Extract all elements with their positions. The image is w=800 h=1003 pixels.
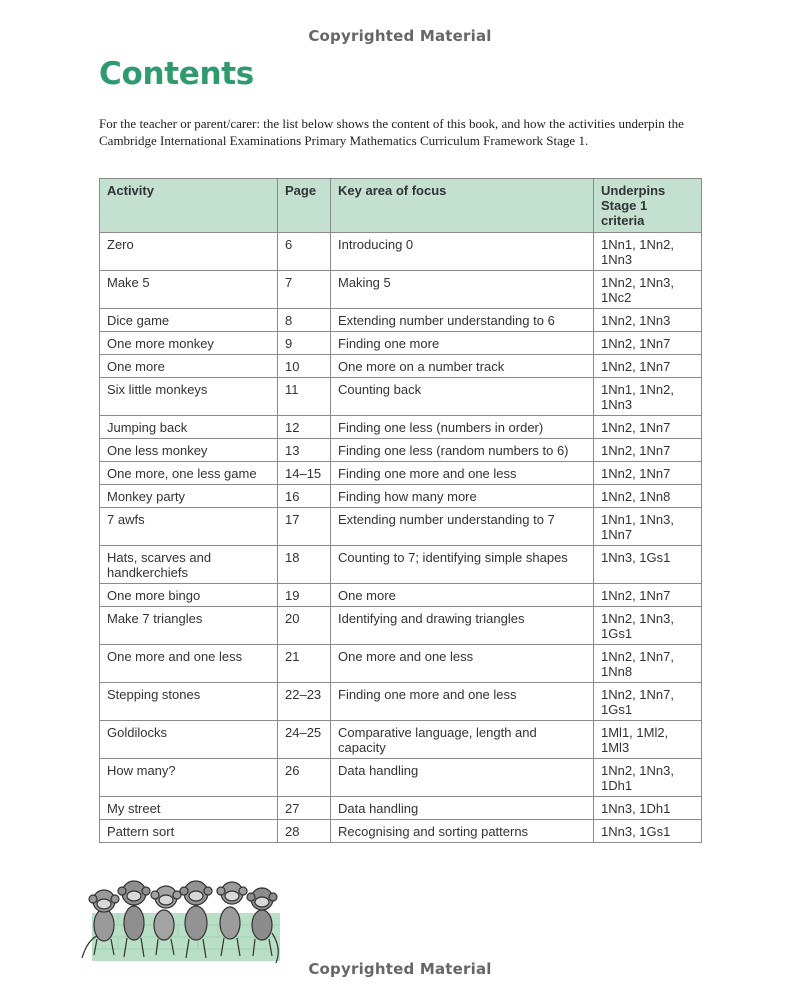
page-cell: 10 [278, 355, 331, 378]
page-cell: 17 [278, 508, 331, 546]
focus-cell: Finding one more [331, 332, 594, 355]
page-cell: 16 [278, 485, 331, 508]
copyright-watermark-bottom: Copyrighted Material [308, 960, 492, 978]
criteria-cell: 1Nn3, 1Dh1 [594, 797, 702, 820]
activity-cell: Dice game [100, 309, 278, 332]
header-key-area: Key area of focus [331, 179, 594, 233]
focus-cell: Making 5 [331, 271, 594, 309]
focus-cell: Finding one more and one less [331, 683, 594, 721]
page-cell: 7 [278, 271, 331, 309]
page-cell: 18 [278, 546, 331, 584]
monkeys-on-wall-illustration [78, 863, 283, 968]
focus-cell: Finding one more and one less [331, 462, 594, 485]
page-cell: 14–15 [278, 462, 331, 485]
page-cell: 11 [278, 378, 331, 416]
table-row [100, 355, 702, 378]
focus-cell: Data handling [331, 759, 594, 797]
page-title: Contents [99, 56, 254, 92]
focus-cell: One more and one less [331, 645, 594, 683]
page-cell: 28 [278, 820, 331, 843]
activity-cell: Hats, scarves and handkerchiefs [100, 546, 278, 584]
activity-cell: 7 awfs [100, 508, 278, 546]
criteria-cell: 1Nn1, 1Nn2, 1Nn3 [594, 378, 702, 416]
table-row [100, 645, 702, 683]
focus-cell: Recognising and sorting patterns [331, 820, 594, 843]
activity-cell: Six little monkeys [100, 378, 278, 416]
activity-cell: Jumping back [100, 416, 278, 439]
page-cell: 6 [278, 233, 331, 271]
table-row [100, 797, 702, 820]
table-row [100, 820, 702, 843]
focus-cell: Finding one less (numbers in order) [331, 416, 594, 439]
table-row [100, 439, 702, 462]
criteria-cell: 1Nn3, 1Gs1 [594, 546, 702, 584]
table-row [100, 721, 702, 759]
criteria-cell: 1Nn2, 1Nn7 [594, 439, 702, 462]
activity-cell: Zero [100, 233, 278, 271]
activity-cell: Pattern sort [100, 820, 278, 843]
header-criteria: Underpins Stage 1 criteria [594, 179, 702, 233]
criteria-cell: 1Nn2, 1Nn3, 1Dh1 [594, 759, 702, 797]
focus-cell: Extending number understanding to 7 [331, 508, 594, 546]
table-row [100, 332, 702, 355]
activity-cell: One more bingo [100, 584, 278, 607]
focus-cell: Finding how many more [331, 485, 594, 508]
table-row [100, 607, 702, 645]
page-cell: 13 [278, 439, 331, 462]
page-cell: 26 [278, 759, 331, 797]
focus-cell: Introducing 0 [331, 233, 594, 271]
criteria-cell: 1Nn2, 1Nn3, 1Gs1 [594, 607, 702, 645]
activity-cell: Make 7 triangles [100, 607, 278, 645]
criteria-cell: 1Nn1, 1Nn3, 1Nn7 [594, 508, 702, 546]
table-header-row [100, 179, 702, 233]
criteria-cell: 1Ml1, 1Ml2, 1Ml3 [594, 721, 702, 759]
table-row [100, 416, 702, 439]
activity-cell: Monkey party [100, 485, 278, 508]
table-row [100, 546, 702, 584]
focus-cell: Data handling [331, 797, 594, 820]
table-row [100, 485, 702, 508]
activity-cell: One more, one less game [100, 462, 278, 485]
criteria-cell: 1Nn2, 1Nn7, 1Nn8 [594, 645, 702, 683]
table-row [100, 309, 702, 332]
focus-cell: Comparative language, length and capacity [331, 721, 594, 759]
criteria-cell: 1Nn2, 1Nn3, 1Nc2 [594, 271, 702, 309]
criteria-cell: 1Nn2, 1Nn8 [594, 485, 702, 508]
activity-cell: One more [100, 355, 278, 378]
intro-paragraph: For the teacher or parent/carer: the list below shows the content of this book, and how the activities underpin the Cambridge International Examinations Primary Mathematics Curriculum Framework Stage 1. [99, 116, 684, 148]
page-cell: 8 [278, 309, 331, 332]
criteria-cell: 1Nn2, 1Nn7 [594, 332, 702, 355]
criteria-cell: 1Nn2, 1Nn3 [594, 309, 702, 332]
table-row [100, 233, 702, 271]
page-cell: 24–25 [278, 721, 331, 759]
criteria-cell: 1Nn2, 1Nn7 [594, 584, 702, 607]
focus-cell: Counting to 7; identifying simple shapes [331, 546, 594, 584]
table-row [100, 584, 702, 607]
page-cell: 12 [278, 416, 331, 439]
page-cell: 9 [278, 332, 331, 355]
copyright-watermark-top: Copyrighted Material [308, 27, 492, 45]
activity-cell: How many? [100, 759, 278, 797]
table-row [100, 759, 702, 797]
activity-cell: One less monkey [100, 439, 278, 462]
activity-cell: Goldilocks [100, 721, 278, 759]
criteria-cell: 1Nn2, 1Nn7 [594, 355, 702, 378]
page-cell: 19 [278, 584, 331, 607]
focus-cell: Identifying and drawing triangles [331, 607, 594, 645]
page-cell: 22–23 [278, 683, 331, 721]
criteria-cell: 1Nn3, 1Gs1 [594, 820, 702, 843]
page-cell: 21 [278, 645, 331, 683]
criteria-cell: 1Nn1, 1Nn2, 1Nn3 [594, 233, 702, 271]
activity-cell: One more and one less [100, 645, 278, 683]
header-page: Page [278, 179, 331, 233]
activity-cell: Stepping stones [100, 683, 278, 721]
focus-cell: Counting back [331, 378, 594, 416]
criteria-cell: 1Nn2, 1Nn7 [594, 462, 702, 485]
activity-cell: One more monkey [100, 332, 278, 355]
header-activity: Activity [100, 179, 278, 233]
focus-cell: Finding one less (random numbers to 6) [331, 439, 594, 462]
page-cell: 27 [278, 797, 331, 820]
activity-cell: My street [100, 797, 278, 820]
table-row [100, 683, 702, 721]
focus-cell: One more on a number track [331, 355, 594, 378]
criteria-cell: 1Nn2, 1Nn7 [594, 416, 702, 439]
focus-cell: One more [331, 584, 594, 607]
table-row [100, 271, 702, 309]
focus-cell: Extending number understanding to 6 [331, 309, 594, 332]
criteria-cell: 1Nn2, 1Nn7, 1Gs1 [594, 683, 702, 721]
activity-cell: Make 5 [100, 271, 278, 309]
table-row [100, 378, 702, 416]
table-row [100, 462, 702, 485]
table-row [100, 508, 702, 546]
contents-table [99, 178, 702, 843]
page-cell: 20 [278, 607, 331, 645]
